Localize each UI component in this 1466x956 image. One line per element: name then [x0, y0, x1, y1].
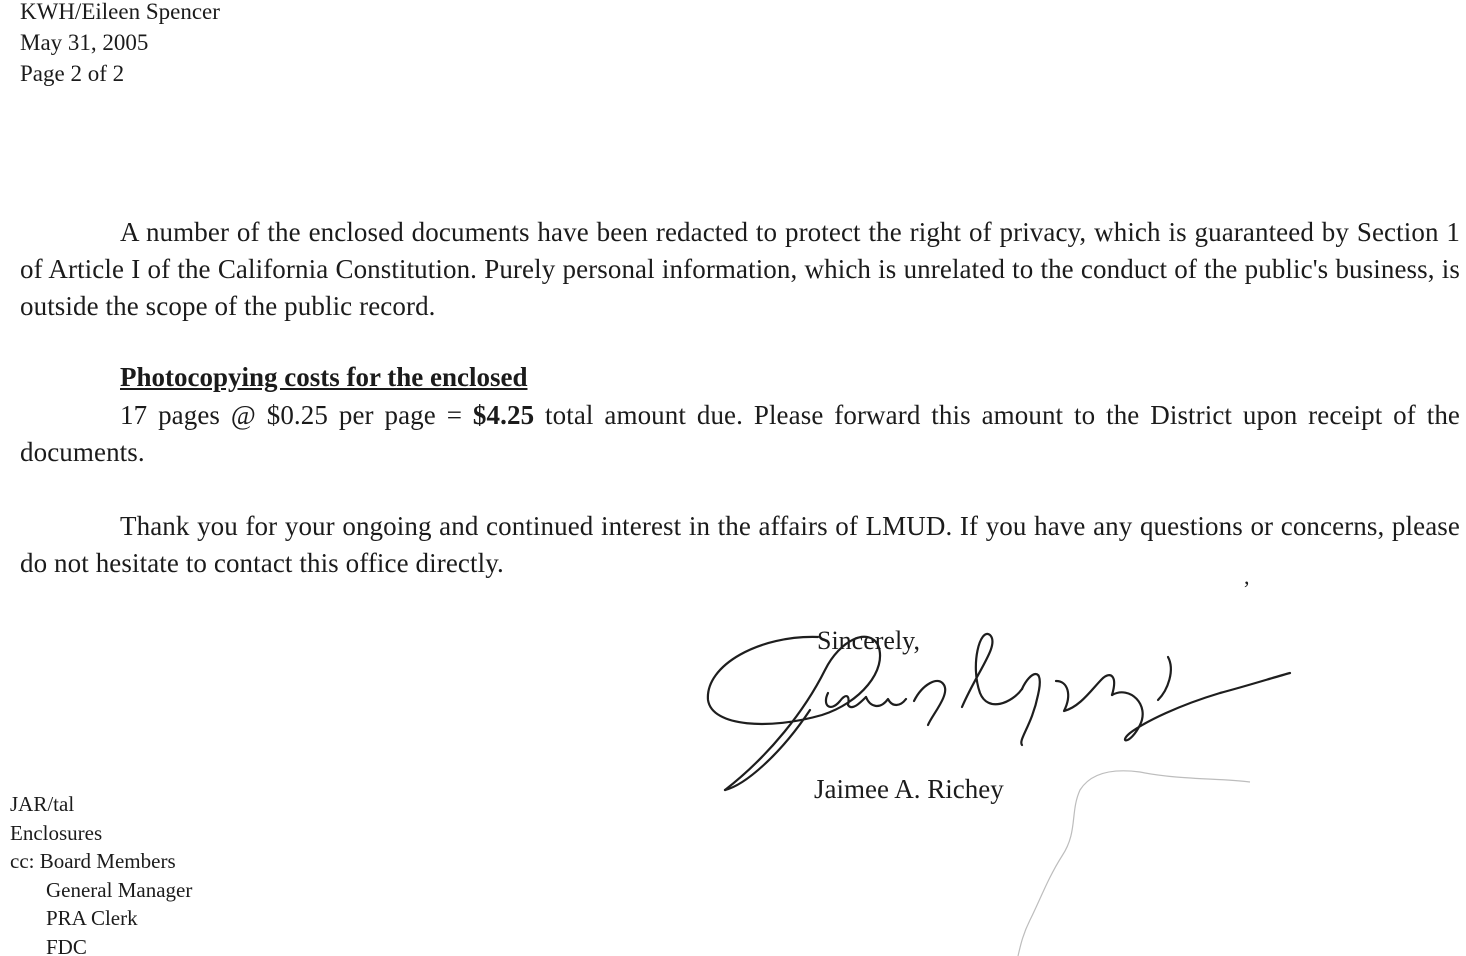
costs-suffix: total amount due. Please forward this amount to the District upon receipt of the documents.: [20, 400, 1461, 467]
stray-mark: ,: [1244, 564, 1250, 589]
header-recipient: KWH/Eileen Spencer: [20, 0, 220, 24]
footer-cc-general-manager: General Manager: [46, 877, 193, 902]
letter-footer: [10, 790, 192, 956]
footer-enclosures: Enclosures: [10, 820, 103, 845]
costs-amount: $4.25: [472, 400, 535, 430]
thanks-paragraph-text: Thank you for your ongoing and continued interest in the affairs of LMUD. If you have any questions or concerns, please do not hesitate to contact this office directly.: [20, 511, 1460, 578]
privacy-paragraph: [20, 214, 1460, 325]
header-date: May 31, 2005: [20, 30, 149, 55]
header-page-number: Page 2 of 2: [20, 61, 125, 86]
signer-name: Jaimee A. Richey: [814, 774, 1004, 804]
paper-tear-mark: [1000, 760, 1260, 956]
footer-cc-first: cc: Board Members: [10, 849, 176, 873]
costs-paragraph: [20, 397, 1460, 471]
costs-prefix: 17 pages @ $0.25 per page =: [120, 400, 473, 430]
closing-salutation: Sincerely,: [817, 626, 920, 655]
privacy-paragraph-text: A number of the enclosed documents have been redacted to protect the right of privacy, which is guaranteed by Section 1 of Article I of the California Constitution. Purely personal information, which is unrelated to the conduct of the public's business, is outside the scope of the public record.: [20, 217, 1460, 321]
costs-heading: Photocopying costs for the enclosed: [120, 362, 528, 392]
footer-cc-fdc: FDC: [46, 934, 87, 956]
footer-initials: JAR/tal: [10, 792, 75, 816]
footer-cc-pra-clerk: PRA Clerk: [46, 906, 138, 930]
letter-header: [20, 0, 220, 89]
